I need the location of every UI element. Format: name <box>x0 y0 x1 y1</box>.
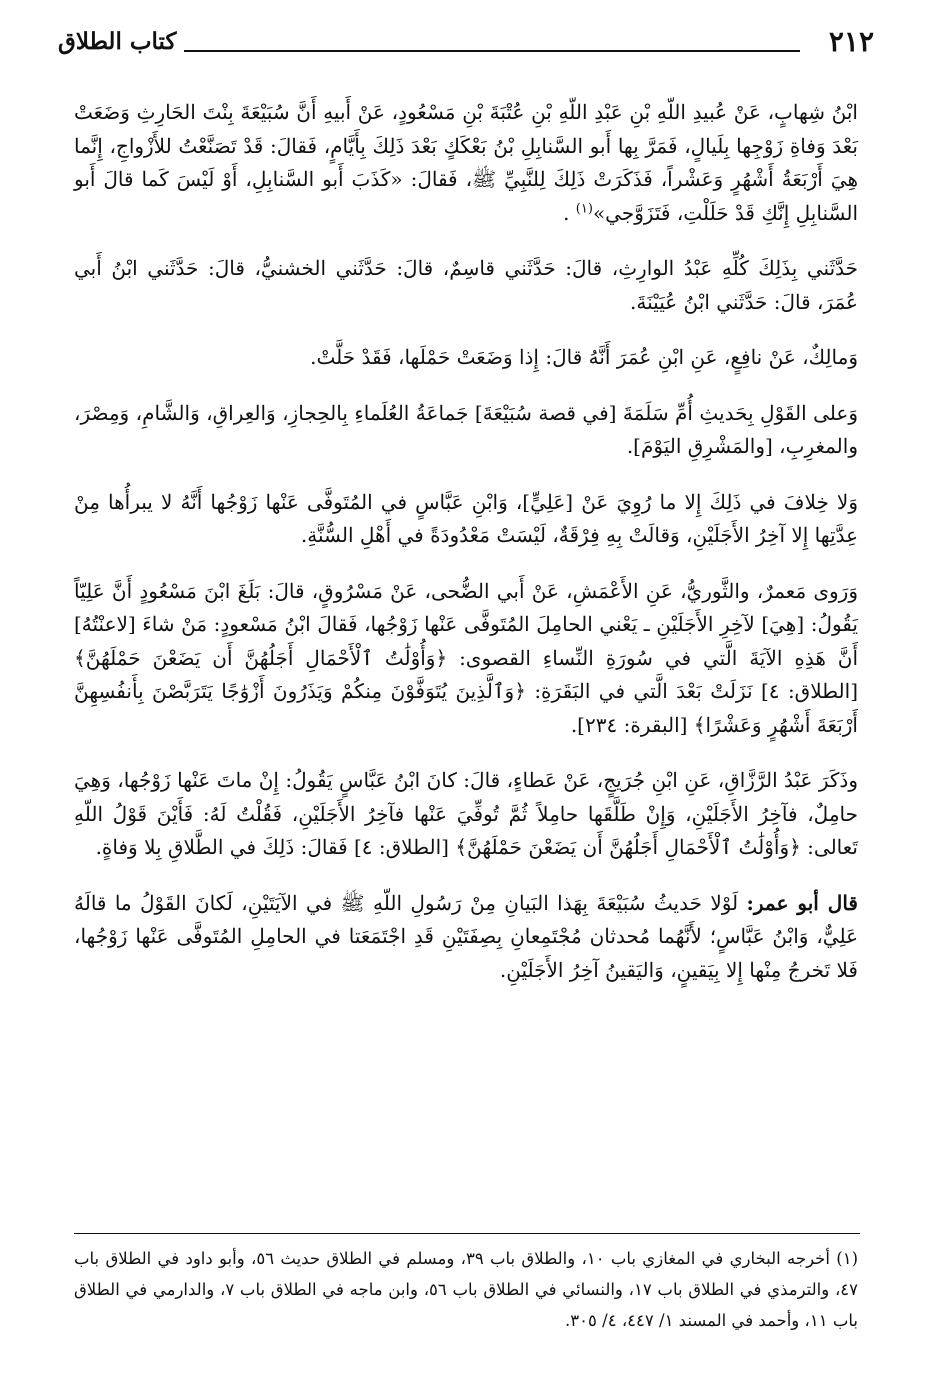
paragraph: حَدَّثَني بِذَلِكَ كُلِّهِ عَبْدُ الوارِثِ، قالَ: حَدَّثَني قاسِمٌ، قالَ: حَدَّثَني الخشنيُّ، قالَ: حَدَّثَني ابْنُ أَبي عُمَرَ، قالَ: حَدَّثَني ابْنُ عُيَيْنَةَ. <box>74 256 858 314</box>
paragraph-text: لَوْلا حَديثُ سُبَيْعَةَ بِهَذا البَيانِ مِنْ رَسُولِ اللّهِ ﷺ في الآيَتَيْنِ، لَكانَ القَوْلُ ما قالَهُ عَلِيٌّ، وَابْنُ عَبَّاسٍ؛ لأَنَّهُما مُحدثان مُجْتَمِعانِ بِصِفَتَيْنِ قَدِ اجْتَمَعَتا في الحامِلِ المُتَوفَّى عَنْها زَوْجُها، فَلا تَخرجُ مِنْها إِلا بِيَقينٍ، وَاليَقينُ آخِرُ الأَجَلَيْنِ. <box>74 890 858 982</box>
speaker-label: قال أبو عمر: <box>746 890 858 915</box>
paragraph: وذَكَرَ عَبْدُ الرَّزَّاقِ، عَنِ ابْنِ جُرَيجٍ، عَنْ عَطاءٍ، قالَ: كانَ ابْنُ عَبَّاسٍ يَقُولُ: إِنْ ماتَ عَنْها زَوْجُها، وَهِيَ حامِلٌ، فآخِرُ الأَجَلَيْنِ، وَإِنْ طَلَّقَها حامِلاً ثُمَّ تُوفِّيَ عَنْها فآخِرُ الأَجَلَيْنِ، فَقُلْتُ لَهُ: فَأَيْنَ قَوْلُ اللّهِ تَعالى: ﴿وَأُوْلَٰتُ ٱلْأَحْمَالِ أَجَلُهُنَّ أَن يَضَعْنَ حَمْلَهُنَّ﴾ [الطلاق: ٤] فَقالَ: ذَلِكَ في الطَّلاقِ بِلا وَفاةٍ. <box>74 768 858 859</box>
paragraph: وَمالِكٌ، عَنْ نافِعٍ، عَنِ ابْنِ عُمَرَ أَنَّهُ قالَ: إِذا وَضَعَتْ حَمْلَها، فَقَدْ حَلَّتْ. <box>310 345 858 369</box>
paragraph: وَرَوى مَعمرٌ، والثَّوريُّ، عَنِ الأَعْمَشِ، عَنْ أَبي الضُّحى، عَنْ مَسْرُوقٍ، قالَ: بَلَغَ ابْنَ مَسْعُودٍ أَنَّ عَلِيّاً يَقُولُ: [هِيَ] لآخِرِ الأَجَلَيْنِ ـ يَعْني الحامِلَ المُتَوفَّى عَنْها زَوْجُها، فَقالَ ابْنُ مَسْعودٍ: مَنْ شاءَ [لاعنْتُهُ] أَنَّ هَذِهِ الآيَةَ الَّتي في سُورَةِ النِّساءِ القصوى: ﴿وَأُوْلَٰتُ ٱلْأَحْمَالِ أَجَلُهُنَّ أَن يَضَعْنَ حَمْلَهُنَّ﴾ [الطلاق: ٤] نَزَلَتْ بَعْدَ الَّتي في البَقَرَةِ: ﴿وَٱلَّذِينَ يُتَوَفَّوْنَ مِنكُمْ وَيَذَرُونَ أَزْوَٰجًا يَتَرَبَّصْنَ بِأَنفُسِهِنَّ أَرْبَعَةَ أَشْهُرٍ وَعَشْرًا﴾ [البقرة: ٢٣٤]. <box>74 578 858 737</box>
paragraph-tail: . <box>563 200 576 225</box>
paragraph: وَعلى القَوْلِ بِحَديثِ أُمِّ سَلَمَةَ [في قصة سُبَيْعَةَ] جَماعَةُ العُلَماءِ بِالحِجازِ، وَالعِراقِ، وَالشَّامِ، وَمِصْرَ، والمغرِبِ، [والمَشْرِقِ اليَوْمَ]. <box>74 400 858 458</box>
page-number: ٢١٢ <box>828 25 874 58</box>
footnotes <box>74 1243 858 1336</box>
paragraph <box>74 887 858 988</box>
paragraph: وَلا خِلافَ في ذَلِكَ إِلا ما رُوِيَ عَنْ [عَلِيٍّ]، وَابْنِ عَبَّاسٍ في المُتَوفَّى عَنْها زَوْجُها أَنَّهُ لا يبرأُها مِنْ عِدَّتِها إِلا آخِرُ الأَجَلَيْنِ، وَقالَتْ بِهِ فِرْقَةٌ، لَيْسَتْ مَعْدُودَةً في أَهْلِ السُّنَّةِ. <box>74 489 858 547</box>
paragraph-text: ابْنُ شِهابٍ، عَنْ عُبيدِ اللّهِ بْنِ عَبْدِ اللّهِ بْنِ عُتْبَةَ بْنِ مَسْعُودٍ، عَنْ أَبيهِ أَنَّ سُبَيْعَةَ بِنْتَ الحَارِثِ وَضَعَتْ بَعْدَ وَفاةِ زَوْجِها بِلَيالٍ، فَمَرَّ بِها أَبو السَّنابِلِ بْنُ بَعْكَكٍ بَعْدَ ذَلِكَ بِأَيَّامٍ، فَقالَ: قَدْ تَصَنَّعْتُ للأَزْواجِ، إِنَّما هِيَ أَرْبَعَةُ أَشْهُرٍ وَعَشْراً، فَذَكَرَتْ ذَلِكَ لِلنَّبِيِّ ﷺ، فَقالَ: «كَذَبَ أَبو السَّنابِلِ، أَوْ لَيْسَ كَما قالَ أَبو السَّنابِلِ إِنَّكِ قَدْ حَلَلْتِ، فَتَزَوَّجي» <box>74 100 858 225</box>
footnote-separator <box>74 1233 860 1234</box>
header-rule <box>184 50 800 52</box>
footnote-reference: (١) <box>575 200 593 216</box>
main-text <box>74 96 858 1009</box>
footnote: (١) أخرجه البخاري في المغازي باب ١٠، والطلاق باب ٣٩، ومسلم في الطلاق حديث ٥٦، وأبو داود في الطلاق باب ٤٧، والترمذي في الطلاق باب ١٧، والنسائي في الطلاق باب ٥٦، وابن ماجه في الطلاق باب ٧، والدارمي في الطلاق باب ١١، وأحمد في المسند ١/ ٤٤٧، ٤/ ٣٠٥. <box>74 1249 859 1330</box>
page-header <box>58 22 874 62</box>
running-title: كتاب الطلاق <box>58 28 177 55</box>
paragraph <box>74 96 858 230</box>
